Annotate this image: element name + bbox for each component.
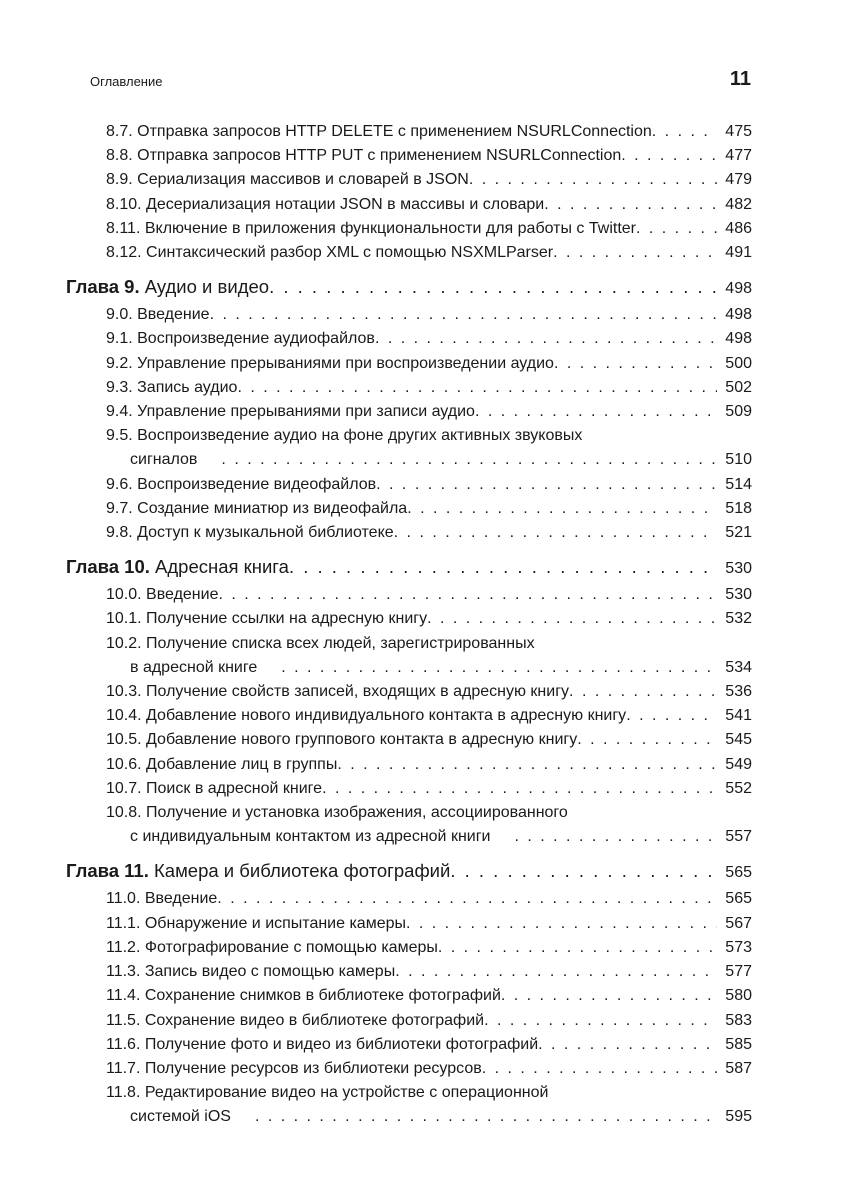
entry-title: 10.4. Добавление нового индивидуального контакта в адресную книгу xyxy=(106,707,627,725)
entry-title: 10.3. Получение свойств записей, входящих в адресную книгу xyxy=(106,683,570,701)
page-ref: 565 xyxy=(725,864,752,882)
entry-title: 11.0. Введение xyxy=(106,890,218,908)
page-ref: 595 xyxy=(725,1108,752,1126)
page-ref: 530 xyxy=(725,560,752,578)
toc-entry[interactable] xyxy=(106,1009,752,1033)
entry-title-cont: сигналов xyxy=(130,451,198,469)
dot-leader xyxy=(577,728,717,752)
dot-leader xyxy=(484,1009,717,1033)
toc-entry[interactable] xyxy=(106,607,752,631)
dot-leader xyxy=(553,241,717,265)
entry-title: 11.8. Редактирование видео на устройстве с операционной xyxy=(106,1084,549,1102)
toc-entry[interactable] xyxy=(106,936,752,960)
toc-entry[interactable] xyxy=(106,912,752,936)
chapter-label: Глава 10. xyxy=(66,556,150,578)
entry-title: 9.6. Воспроизведение видеофайлов xyxy=(106,475,377,493)
toc-entry[interactable] xyxy=(106,1033,752,1057)
chapter-heading[interactable] xyxy=(66,553,752,583)
dot-leader xyxy=(427,607,717,631)
page-ref: 552 xyxy=(725,779,752,797)
entry-title: 11.1. Обнаружение и испытание камеры xyxy=(106,914,406,932)
entry-title: 9.2. Управление прерываниями при воспроизведении аудио xyxy=(106,354,554,372)
toc-entry[interactable] xyxy=(106,521,752,545)
page-ref: 514 xyxy=(725,475,752,493)
entry-title: 11.3. Запись видео с помощью камеры xyxy=(106,963,396,981)
entry-title: 8.8. Отправка запросов HTTP PUT с применением NSURLConnection xyxy=(106,147,622,165)
dot-leader xyxy=(652,120,717,144)
entry-title: 10.2. Получение списка всех людей, зарегистрированных xyxy=(106,634,535,652)
page-ref: 573 xyxy=(725,938,752,956)
toc-entry[interactable] xyxy=(106,583,752,607)
entry-title: 11.7. Получение ресурсов из библиотеки ресурсов xyxy=(106,1059,482,1077)
page-ref: 567 xyxy=(725,914,752,932)
entry-continuation xyxy=(106,448,752,472)
toc-entry[interactable] xyxy=(106,376,752,400)
toc-entry[interactable] xyxy=(106,728,752,752)
dot-leader xyxy=(438,936,717,960)
page-ref: 541 xyxy=(725,707,752,725)
dot-leader xyxy=(501,984,717,1008)
entry-title: 11.5. Сохранение видео в библиотеке фотографий xyxy=(106,1011,485,1029)
page-ref: 536 xyxy=(725,683,752,701)
chapter-title xyxy=(66,273,269,301)
entry-title: 10.7. Поиск в адресной книге xyxy=(106,779,323,797)
page-ref: 518 xyxy=(725,499,752,517)
toc-entry[interactable] xyxy=(106,217,752,241)
toc-entry[interactable] xyxy=(106,168,752,192)
dot-leader xyxy=(289,553,717,581)
entry-title: 8.10. Десериализация нотации JSON в массивы и словари xyxy=(106,195,545,213)
dot-leader xyxy=(490,825,717,849)
entry-title: 8.9. Сериализация массивов и словарей в JSON xyxy=(106,171,469,189)
entry-title: 9.7. Создание миниатюр из видеофайла xyxy=(106,499,408,517)
page-ref: 498 xyxy=(725,330,752,348)
chapter-name: Камера и библиотека фотографий xyxy=(154,860,451,882)
dot-leader xyxy=(407,497,717,521)
entry-continuation xyxy=(106,656,752,680)
entry-title-cont: системой iOS xyxy=(130,1108,231,1126)
dot-leader xyxy=(544,193,717,217)
page-ref: 577 xyxy=(725,963,752,981)
entry-title: 10.5. Добавление нового группового контакта в адресную книгу xyxy=(106,731,578,749)
dot-leader xyxy=(554,352,717,376)
dot-leader xyxy=(469,168,717,192)
page-ref: 502 xyxy=(725,378,752,396)
toc-entry[interactable] xyxy=(106,680,752,704)
entry-title: 8.12. Синтаксический разбор XML с помощью NSXMLParser xyxy=(106,244,554,262)
page-ref: 479 xyxy=(725,171,752,189)
dot-leader xyxy=(395,960,717,984)
entry-title-cont: в адресной книге xyxy=(130,658,258,676)
toc-entry[interactable] xyxy=(106,960,752,984)
chapter-heading[interactable] xyxy=(66,857,752,887)
toc-entry[interactable] xyxy=(106,704,752,728)
page-ref: 500 xyxy=(725,354,752,372)
dot-leader xyxy=(482,1057,717,1081)
entry-title: 10.8. Получение и установка изображения, ассоциированного xyxy=(106,804,568,822)
entry-title: 9.0. Введение xyxy=(106,306,210,324)
dot-leader xyxy=(376,473,717,497)
entry-continuation xyxy=(106,825,752,849)
entry-title: 11.2. Фотографирование с помощью камеры xyxy=(106,938,438,956)
entry-title: 11.6. Получение фото и видео из библиотеки фотографий xyxy=(106,1035,539,1053)
page-ref: 565 xyxy=(725,890,752,908)
running-title: Оглавление xyxy=(90,74,163,89)
dot-leader xyxy=(217,887,717,911)
toc-entry[interactable] xyxy=(106,241,752,265)
dot-leader xyxy=(636,217,717,241)
dot-leader xyxy=(626,704,717,728)
toc-entry[interactable] xyxy=(106,984,752,1008)
toc-entry[interactable] xyxy=(106,777,752,801)
page-ref: 557 xyxy=(725,828,752,846)
dot-leader xyxy=(322,777,717,801)
dot-leader xyxy=(218,583,717,607)
dot-leader xyxy=(269,273,717,301)
dot-leader xyxy=(210,303,717,327)
dot-leader xyxy=(231,1105,717,1129)
entry-title: 10.6. Добавление лиц в группы xyxy=(106,755,338,773)
toc-entry[interactable] xyxy=(106,352,752,376)
dot-leader xyxy=(406,912,717,936)
page-ref: 482 xyxy=(725,195,752,213)
entry-title: 9.5. Воспроизведение аудио на фоне других активных звуковых xyxy=(106,427,583,445)
page-ref: 509 xyxy=(725,403,752,421)
chapter-name: Аудио и видео xyxy=(144,276,270,298)
entry-title: 9.4. Управление прерываниями при записи аудио xyxy=(106,403,475,421)
entry-title-cont: с индивидуальным контактом из адресной книги xyxy=(130,828,491,846)
toc-entry[interactable] xyxy=(106,887,752,911)
toc-entry[interactable] xyxy=(106,144,752,168)
page-ref: 534 xyxy=(725,658,752,676)
page-ref: 583 xyxy=(725,1011,752,1029)
dot-leader xyxy=(197,448,717,472)
page-ref: 510 xyxy=(725,451,752,469)
table-of-contents xyxy=(66,120,752,1130)
toc-entry[interactable] xyxy=(106,424,752,472)
page-ref: 486 xyxy=(725,219,752,237)
dot-leader xyxy=(621,144,717,168)
dot-leader xyxy=(375,327,717,351)
page-ref: 587 xyxy=(725,1059,752,1077)
dot-leader xyxy=(394,521,717,545)
dot-leader xyxy=(337,753,717,777)
page-ref: 498 xyxy=(725,280,752,298)
chapter-title xyxy=(66,857,450,885)
page-ref: 475 xyxy=(725,123,752,140)
dot-leader xyxy=(450,857,717,885)
toc-entry[interactable] xyxy=(106,400,752,424)
entry-title: 9.3. Запись аудио xyxy=(106,378,238,396)
entry-title: 9.1. Воспроизведение аудиофайлов xyxy=(106,330,375,348)
entry-title: 10.0. Введение xyxy=(106,586,219,604)
chapter-title xyxy=(66,553,289,581)
entry-title: 8.11. Включение в приложения функциональности для работы с Twitter xyxy=(106,219,636,237)
toc-entry[interactable] xyxy=(106,303,752,327)
chapter-name: Адресная книга xyxy=(155,556,289,578)
page-ref: 549 xyxy=(725,755,752,773)
page-ref: 530 xyxy=(725,586,752,604)
chapter-label: Глава 9. xyxy=(66,276,140,298)
page-ref: 477 xyxy=(725,147,752,165)
toc-entry[interactable] xyxy=(106,327,752,351)
toc-entry[interactable] xyxy=(106,473,752,497)
page-header xyxy=(90,68,751,96)
toc-entry[interactable] xyxy=(106,801,752,849)
page-number: 11 xyxy=(729,68,751,90)
toc-entry[interactable] xyxy=(106,497,752,521)
entry-title: 8.7. Отправка запросов HTTP DELETE с применением NSURLConnection xyxy=(106,123,652,140)
entry-title: 10.1. Получение ссылки на адресную книгу xyxy=(106,610,428,628)
page-ref: 580 xyxy=(725,987,752,1005)
entry-continuation xyxy=(106,1105,752,1129)
page-ref: 498 xyxy=(725,306,752,324)
page-ref: 532 xyxy=(725,610,752,628)
toc-entry[interactable] xyxy=(106,753,752,777)
page-ref: 545 xyxy=(725,731,752,749)
toc-entry[interactable] xyxy=(106,632,752,680)
chapter-label: Глава 11. xyxy=(66,860,149,882)
page-ref: 521 xyxy=(725,524,752,542)
entry-title: 11.4. Сохранение снимков в библиотеке фотографий xyxy=(106,987,501,1005)
toc-entry[interactable] xyxy=(106,1081,752,1129)
chapter-heading[interactable] xyxy=(66,273,752,303)
dot-leader xyxy=(257,656,717,680)
dot-leader xyxy=(475,400,717,424)
dot-leader xyxy=(237,376,717,400)
page-ref: 585 xyxy=(725,1035,752,1053)
dot-leader xyxy=(569,680,717,704)
toc-entry[interactable] xyxy=(106,120,752,144)
page-ref: 491 xyxy=(725,244,752,262)
toc-entry[interactable] xyxy=(106,193,752,217)
entry-title: 9.8. Доступ к музыкальной библиотеке xyxy=(106,524,394,542)
dot-leader xyxy=(538,1033,717,1057)
toc-entry[interactable] xyxy=(106,1057,752,1081)
